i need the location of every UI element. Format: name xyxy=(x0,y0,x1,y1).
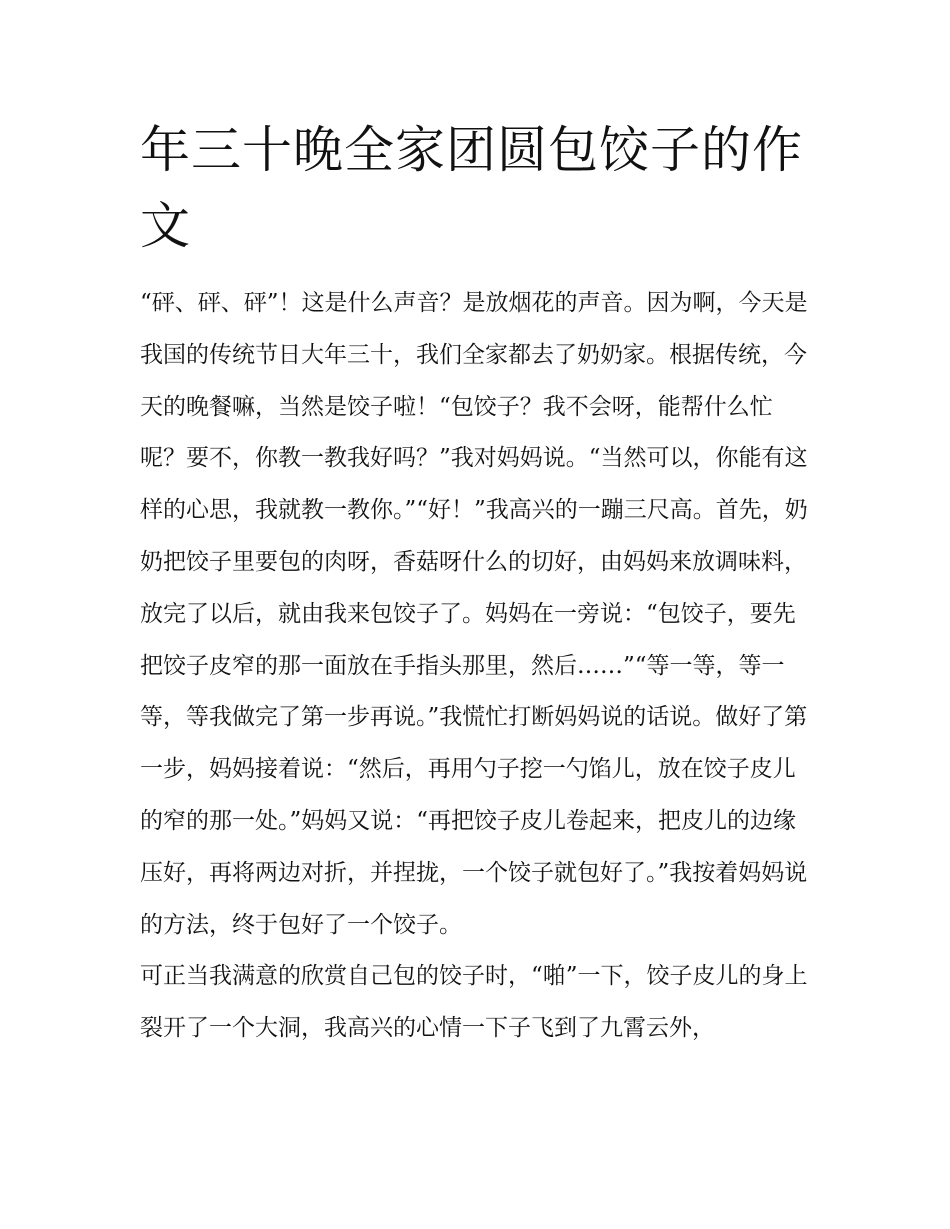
document-title: 年三十晚全家团圆包饺子的作文 xyxy=(140,121,803,255)
paragraph: “砰、砰、砰”！这是什么声音？是放烟花的声音。因为啊，今天是我国的传统节日大年三十，我们全家都去了奶奶家。根据传统，今天的晚餐嘛，当然是饺子啦！“包饺子？我不会呀，能帮什么忙呢？要不，你教一教我好吗？”我对妈妈说。“当然可以，你能有这样的心思，我就教一教你。”“好！”我高兴的一蹦三尺高。首先，奶奶把饺子里要包的肉呀，香菇呀什么的切好，由妈妈来放调味料，放完了以后，就由我来包饺子了。妈妈在一旁说：“包饺子，要先把饺子皮窄的那一面放在手指头那里，然后……”“等一等，等一等，等我做完了第一步再说。”我慌忙打断妈妈说的话说。做好了第一步，妈妈接着说：“然后，再用勺子挖一勺馅儿，放在饺子皮儿的窄的那一处。”妈妈又说：“再把饺子皮儿卷起来，把皮儿的边缘压好，再将两边对折，并捏拢，一个饺子就包好了。”我按着妈妈说的方法，终于包好了一个饺子。 xyxy=(140,290,808,938)
paragraph: 可正当我满意的欣赏自己包的饺子时，“啪”一下，饺子皮儿的身上裂开了一个大洞，我高兴的心情一下子飞到了九霄云外， xyxy=(140,963,808,1042)
document-body xyxy=(140,278,812,1055)
